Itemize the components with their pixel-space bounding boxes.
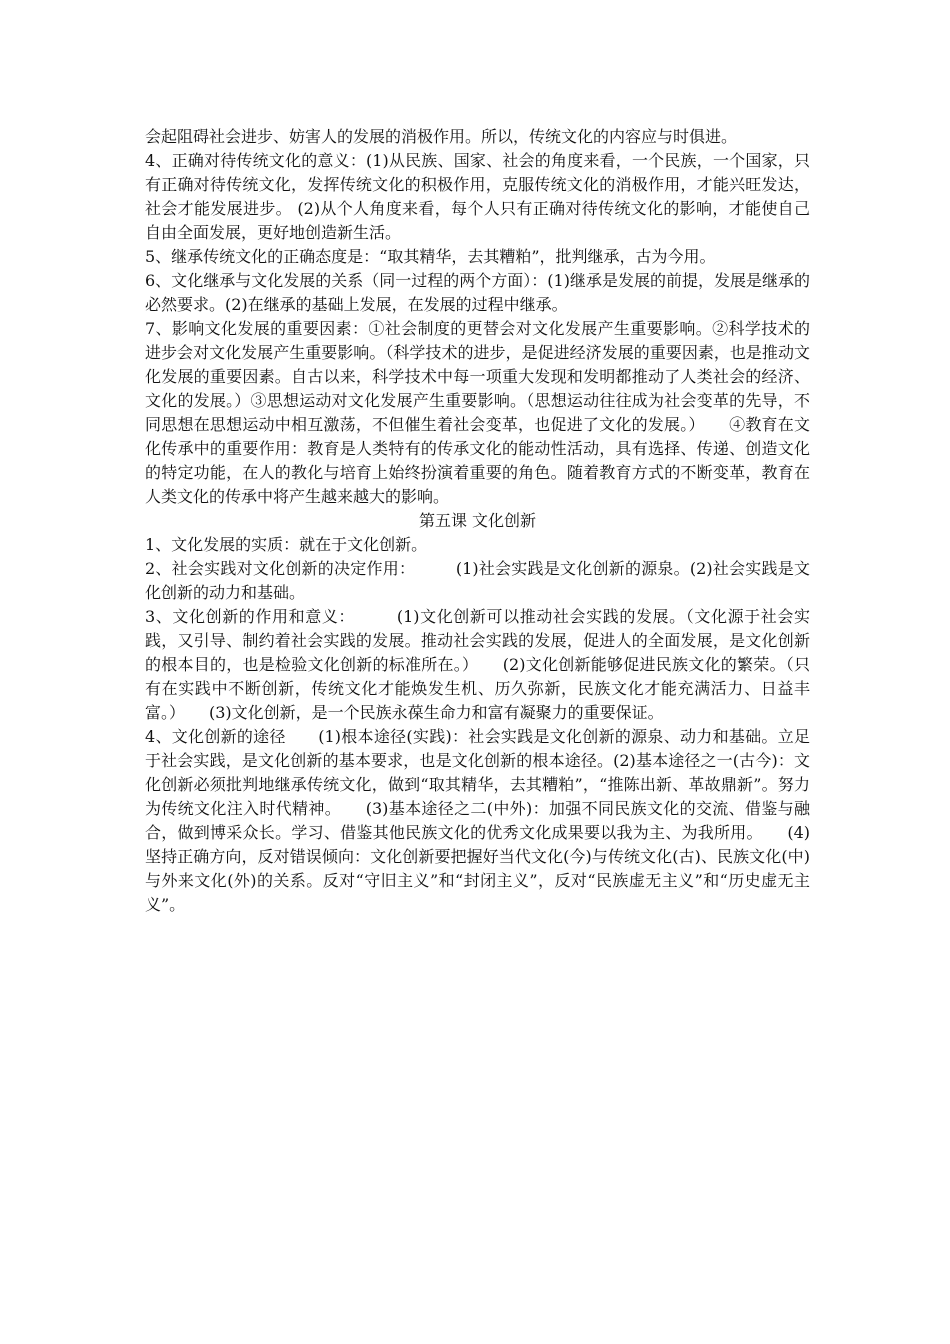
paragraph-point-6: 6、文化继承与文化发展的关系（同一过程的两个方面）：(1)继承是发展的前提，发展是继承的必然要求。(2)在继承的基础上发展，在发展的过程中继承。 (145, 271, 810, 314)
paragraph-lesson5-point-4: 4、文化创新的途径 (1)根本途径(实践)：社会实践是文化创新的源泉、动力和基础。立足于社会实践，是文化创新的基本要求，也是文化创新的根本途径。(2)基本途径之一(古今)：文化创新必须批判地继承传统文化，做到“取其精华，去其糟粕”，“推陈出新、革故鼎新”。努力为传统文化注入时代精神。 (3)基本途径之二(中外)：加强不同民族文化的交流、借鉴与融合，做到博采众长。学习、借鉴其他民族文化的优秀文化成果要以我为主、为我所用。 (4)坚持正确方向，反对错误倾向：文化创新要把握好当代文化(今)与传统文化(古)、民族文化(中)与外来文化(外)的关系。反对“守旧主义”和“封闭主义”，反对“民族虚无主义”和“历史虚无主义”。 (145, 727, 810, 914)
paragraph-point-7: 7、影响文化发展的重要因素：①社会制度的更替会对文化发展产生重要影响。②科学技术的进步会对文化发展产生重要影响。（科学技术的进步，是促进经济发展的重要因素，也是推动文化发展的重要因素。自古以来，科学技术中每一项重大发现和发明都推动了人类社会的经济、文化的发展。）③思想运动对文化发展产生重要影响。（思想运动往往成为社会变革的先导，不同思想在思想运动中相互激荡，不但催生着社会变革，也促进了文化的发展。） ④教育在文化传承中的重要作用：教育是人类特有的传承文化的能动性活动，具有选择、传递、创造文化的特定功能，在人的教化与培育上始终扮演着重要的角色。随着教育方式的不断变革，教育在人类文化的传承中将产生越来越大的影响。 (145, 319, 810, 506)
lesson-heading: 第五课 文化创新 (418, 511, 537, 530)
paragraph-point-4: 4、正确对待传统文化的意义：(1)从民族、国家、社会的角度来看，一个民族，一个国家，只有正确对待传统文化，发挥传统文化的积极作用，克服传统文化的消极作用，才能兴旺发达，社会才能发展进步。 (2)从个人角度来看，每个人只有正确对待传统文化的影响，才能使自己自由全面发展，更好地创造新生活。 (145, 151, 810, 242)
paragraph-point-5: 5、继承传统文化的正确态度是：“取其精华，去其糟粕”，批判继承，古为今用。 (145, 247, 716, 266)
paragraph-continuation: 会起阻碍社会进步、妨害人的发展的消极作用。所以，传统文化的内容应与时俱进。 (145, 127, 738, 146)
paragraph-lesson5-point-1: 1、文化发展的实质：就在于文化创新。 (145, 535, 428, 554)
paragraph-lesson5-point-3: 3、文化创新的作用和意义： (1)文化创新可以推动社会实践的发展。（文化源于社会实践，又引导、制约着社会实践的发展。推动社会实践的发展，促进人的全面发展，是文化创新的根本目的，也是检验文化创新的标准所在。） (2)文化创新能够促进民族文化的繁荣。（只有在实践中不断创新，传统文化才能焕发生机、历久弥新，民族文化才能充满活力、日益丰富。） (3)文化创新，是一个民族永葆生命力和富有凝聚力的重要保证。 (145, 607, 810, 722)
paragraph-lesson5-point-2: 2、社会实践对文化创新的决定作用： (1)社会实践是文化创新的源泉。(2)社会实践是文化创新的动力和基础。 (145, 559, 810, 602)
document-page (145, 125, 810, 917)
